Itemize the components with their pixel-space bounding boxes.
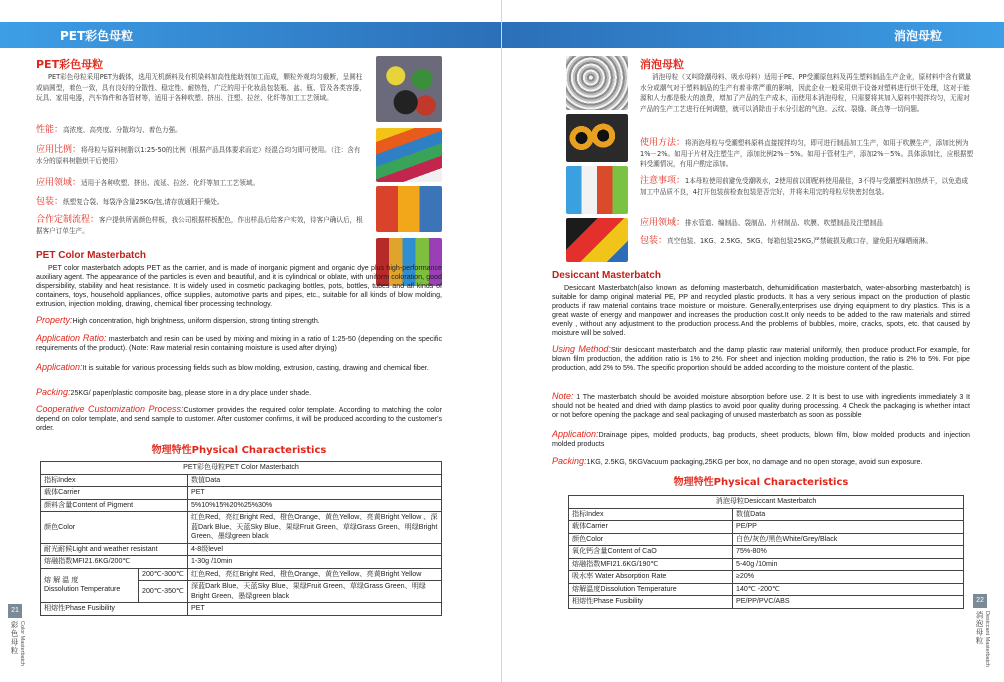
table-row (569, 521, 964, 534)
page-number-left: 21 (8, 604, 22, 618)
table-caption: PET彩色母粒PET Color Masterbatch (41, 462, 442, 475)
spec-text: 1 The masterbatch should be avoided moisture absorption before use. 2 It is best to use with ingredients immediately 3 It should not be heated and dried with damp plastics to avoid poor quality during processing. 4 Check the packaging is whether intact or not before opening the package and seal packaging of unused masterbatch as soon as possible (552, 393, 970, 420)
spec-row-en (36, 388, 442, 398)
pet-spec-table (40, 461, 442, 616)
table-cell: 深蓝Dark Blue、天蓝Sky Blue、果绿Fruit Green、草绿Grass Green、明绿Bright Green、墨绿green black (187, 581, 441, 603)
table-row (569, 596, 964, 609)
spec-row-en (552, 345, 970, 373)
spec-label: Using Method: (552, 344, 611, 354)
side-label-cn-right: 消泡母粒 (975, 611, 984, 645)
spec-row-cn (640, 236, 974, 247)
spec-text: High concentration, high brightness, uniform dispersion, strong tinting strength. (72, 317, 320, 325)
section-title-en: Desiccant Masterbatch (552, 270, 661, 281)
intro-en: Desiccant Masterbatch(also known as defoming masterbatch, dehumidification masterbatch, water-absorbing masterbatch) is suitable for damp original material PE, PP and recycled plastic products. It has a very serious impact on the production of plastic products if raw material contains trace moisture or moisture. Generally,enterprises use drying equipment to dry plastics. This is a great waste of energy and manpower and increases the production cost.It only needs to be added to the raw materials and stirred evenly , without any adjustment to the production process.And the problems of bubbles, moire, cracks, spots, etc. that caused by moisture will be solved. (552, 284, 970, 338)
spec-text: 将母粒与原料树脂以1:25-50的比例（根据产品具体要求而定）经混合均匀即可使用。（注：含有水分的原料树脂烘干后使用） (36, 146, 361, 165)
table-cell-dissolution (41, 568, 139, 603)
table-cell: 指标Index (569, 508, 733, 521)
spec-label: 注意事项： (640, 176, 686, 186)
spec-text: 高浓度、高亮度、分散均匀、着色力强。 (63, 126, 182, 134)
spec-row-cn (36, 178, 366, 189)
spec-text: 纸塑复合袋、每袋净含量25KG/包,请存放通阳干燥处。 (63, 198, 224, 206)
table-cell: 相熔性Phase Fusibility (41, 603, 188, 616)
side-label-en-right: Desiccant Masterbatch (984, 611, 990, 667)
spec-text: 真空包装、1KG、2.5KG、5KG、每箱包装25KG,严禁破损及敞口存，避免阳光曝晒雨淋。 (667, 237, 932, 245)
spec-label: 应用领域： (640, 218, 686, 228)
table-row (569, 583, 964, 596)
dissolution-label-en: Dissolution Temperature (44, 585, 121, 594)
header-bar-right (502, 22, 1004, 48)
spec-text: masterbatch and resin can be used by mixing and mixing in a ratio of 1:25-50 (depending on the specific requirements of the product). (Note: Raw material resin containing moisture is used after drying) (36, 335, 443, 353)
table-row (41, 474, 442, 487)
side-label-en-left: Color Masterbatch (19, 621, 25, 666)
spec-label: 应用领域： (36, 178, 82, 188)
table-cell: 数值Data (187, 474, 441, 487)
spec-text: 1KG, 2.5KG, 5KGVacuum packaging,25KG per box, no damage and no open storage, avoid sun exposure. (586, 458, 923, 466)
table-row (569, 508, 964, 521)
table-row (41, 568, 442, 581)
spec-text: 将消泡母粒与受潮塑料原料直接搅拌均匀，即可进行制品加工生产，如用于吹膜生产，添加比例为1%－2%。如用于片材及注塑生产，添加比例2%－5%。如用于管材生产，添加2%－5%。具体添加比，应根据塑料受潮情况，有用户酌定添加。 (640, 139, 974, 169)
table-row (41, 487, 442, 500)
spec-row-cn (640, 176, 974, 197)
spec-text: 排水管道、编制品、袋制品、片材制品、吹膜、吹塑制品及注塑制品 (685, 219, 883, 227)
table-row (41, 499, 442, 512)
desiccant-spec-table (568, 495, 964, 609)
spec-row-en (36, 316, 442, 326)
table-row (569, 546, 964, 559)
table-cell: 熔融指数MFI21.6KG/190℃ (569, 558, 733, 571)
intro-cn: 消泡母粒（又叫除潮母料、吸水母料）适用于PE、PP受潮原包料及再生塑料制品生产企业，原材料中含有微量水分或潮气对于塑料制品的生产有着非常严重的影响，因此企业一般采用烘干设备对塑料进行烘干处理，这对于能源和人力都是极大的浪费，增加了产品的生产成本，而使用本消泡母粒，只需要将其加入原料中搅拌均匀，无需对产品的生产工艺进行任何调整，就可以消除由于水分引起的气泡、云纹、裂缝、斑点等一切问题。 (640, 73, 972, 113)
spec-label: 使用方法： (640, 138, 686, 148)
table-cell: 140℃ -200℃ (733, 583, 964, 596)
table-cell: 5-40g /10min (733, 558, 964, 571)
table-cell: 4-8级level (187, 543, 441, 556)
spec-text: 客户提供所需颜色样板，我公司根据样板配色，作出样品后给客户实效，待客户确认后，根据客户订单生产。 (36, 216, 363, 235)
spec-row-en (552, 457, 970, 467)
spec-label: Application Ratio: (36, 333, 107, 343)
header-bar-left (0, 22, 502, 48)
spec-label: 包装： (36, 197, 64, 207)
table-cell: PET (187, 487, 441, 500)
table-cell: 熔解温度Dissolution Temperature (569, 583, 733, 596)
physical-characteristics-title: 物理特性Physical Characteristics (673, 477, 849, 488)
table-cell: 颜色Color (569, 533, 733, 546)
spec-label: 性能： (36, 125, 64, 135)
spec-row-en (36, 405, 442, 433)
table-cell: 红色Red、亮红Bright Red、橙色Orange、黄色Yellow、亮黄Bright Yellow 、深蓝Dark Blue、天蓝Sky Blue、果绿Fruit Green、草绿Grass Green、明绿Bright Green、墨绿green black (187, 512, 441, 544)
intro-en: PET color masterbatch adopts PET as the carrier, and is made of inorganic pigment and organic dye plus high-performance auxiliary agent. The appearance of the particles is even and beautiful, and it is cylindrical or oblate, with uniform coloration, good dispersibility, stability and heat resistance. It is widely used in cosmetic packaging bottles, pots, bottles, tubes and all kinds of containers, toys, household appliances, office supplies, automotive parts and pipes, etc., suitable for all kinds of blow molding, extrusion, injection molding, drawing, chemical fiber processing technology. (36, 264, 442, 309)
section-title-en: PET Color Masterbatch (36, 250, 147, 261)
spec-row-cn (36, 197, 366, 208)
spec-text: It is suitable for various processing fields such as blow molding, extrusion, casting, drawing and chemical fiber. (82, 364, 429, 372)
spec-label: Application: (36, 362, 83, 372)
table-cell: 200℃-350℃ (139, 581, 188, 603)
spec-text: 适用于各种吹塑、挤出、流延、拉丝、化纤等加工工艺领域。 (81, 179, 260, 187)
spec-label: 包装： (640, 236, 668, 246)
right-page (502, 0, 1004, 682)
thumb-color-blocks (376, 186, 442, 232)
table-row (569, 496, 964, 509)
table-row (569, 571, 964, 584)
spec-row-cn (640, 218, 974, 229)
spec-label: Packing: (36, 387, 71, 397)
table-cell: 相熔性Phase Fusibility (569, 596, 733, 609)
thumb-color-strips (376, 128, 442, 182)
intro-cn: PET彩色母粒采用PET为载体，选用无机颜料及有机染料加高性能助剂加工而成，颗粒外观均匀截断，呈圆柱或扁圆型，着色一致，具有良好的分散性、稳定性、耐热性，广泛的用于化妆品包装瓶、盆、瓶、管及各类容器，玩具、家用电器，汽车饰件和各管材等，适用于各种吹塑、挤出、注塑、拉丝、化纤等加工工艺领域。 (36, 73, 366, 103)
dissolution-label-cn: 熔 解 温 度 (44, 575, 79, 584)
spec-label: Cooperative Customization Process: (36, 404, 184, 414)
thumb-sheets (566, 218, 628, 262)
table-cell: PE/PP (733, 521, 964, 534)
spec-text: 25KG/ paper/plastic composite bag, please store in a dry place under shade. (70, 389, 312, 397)
table-cell: 载体Carrier (41, 487, 188, 500)
table-caption: 消泡母粒Desiccant Masterbatch (569, 496, 964, 509)
table-cell: 载体Carrier (569, 521, 733, 534)
spec-label: Property: (36, 315, 73, 325)
spec-text: Stir desiccant masterbatch and the damp plastic raw material uniformly, then produce product.For example, for blown film production, the addition ratio is 1% to 2%. For sheet and injection molding production, the ratio is 2% to 5%. For pipe production, add 2% to 5%. The specific proportion should be added according to the moisture content of the plastic. (552, 346, 970, 373)
table-cell: 颜色Color (41, 512, 188, 544)
table-cell: ≥20% (733, 571, 964, 584)
table-row (41, 462, 442, 475)
table-row (569, 558, 964, 571)
spec-row-cn (640, 138, 974, 170)
spec-row-en (36, 363, 442, 373)
table-row (569, 533, 964, 546)
spec-text: 1本母粒使用前避免受潮吸水，2使用前以即配料使用最佳，3不得与受潮塑料加热烘干，以免造成加工中品质不良，4打开包装前检查包装是否完好，并将未用完的母粒尽快密封包装。 (640, 177, 968, 196)
spec-label: 合作定制流程： (36, 215, 100, 225)
spec-row-cn (36, 215, 366, 236)
table-cell: 熔融指数MFI21.6KG/200℃ (41, 556, 188, 569)
table-cell: 氧化钙含量Content of CaO (569, 546, 733, 559)
table-row (41, 543, 442, 556)
thumb-bottles (566, 166, 628, 214)
table-cell: 75%-80% (733, 546, 964, 559)
spec-text: Drainage pipes, molded products, bag products, sheet products, blown film, blow molded products and injection molded products (552, 431, 970, 449)
table-cell: 数值Data (733, 508, 964, 521)
spec-row-cn (36, 145, 366, 166)
spec-label: Packing: (552, 456, 587, 466)
spec-label: 应用比例： (36, 145, 82, 155)
section-title-cn: PET彩色母粒 (36, 58, 104, 71)
page-number-right: 22 (973, 594, 987, 608)
spec-row-cn (36, 125, 366, 136)
header-title-left: PET彩色母粒 (60, 29, 134, 43)
header-title-right: 消泡母粒 (893, 29, 942, 43)
table-cell: 200℃-300℃ (139, 568, 188, 581)
section-title-cn: 消泡母粒 (640, 58, 684, 71)
table-cell: PE/PP/PVC/ABS (733, 596, 964, 609)
table-row (41, 556, 442, 569)
table-cell: 白色/灰色/黑色White/Grey/Black (733, 533, 964, 546)
spec-row-en (552, 392, 970, 420)
table-row (41, 603, 442, 616)
table-cell: 5%10%15%20%25%30% (187, 499, 441, 512)
table-cell: 指标Index (41, 474, 188, 487)
thumb-desiccant-granules (566, 56, 628, 110)
spec-row-en (552, 430, 970, 449)
table-cell: 1-30g /10min (187, 556, 441, 569)
spec-label: Application: (552, 429, 599, 439)
thumb-pipes (566, 114, 628, 162)
table-cell: 颜料含量Content of Pigment (41, 499, 188, 512)
thumb-color-granules (376, 56, 442, 122)
side-label-cn-left: 彩色母粒 (10, 621, 19, 655)
table-cell: 耐光耐候Light and weather resistant (41, 543, 188, 556)
table-cell: 红色Red、亮红Bright Red、橙色Orange、黄色Yellow、亮黄Bright Yellow (187, 568, 441, 581)
physical-characteristics-title: 物理特性Physical Characteristics (151, 445, 327, 456)
table-cell: PET (187, 603, 441, 616)
spec-label: Note: (552, 391, 574, 401)
table-cell: 吸水率 Water Absorption Rate (569, 571, 733, 584)
table-row (41, 512, 442, 544)
spec-row-en (36, 334, 442, 353)
spec-text: Customer provides the required color template. According to matching the color depend on color template, and send sample to customer. After customer confirms, it will be produced according to the customer's order. (36, 406, 442, 433)
